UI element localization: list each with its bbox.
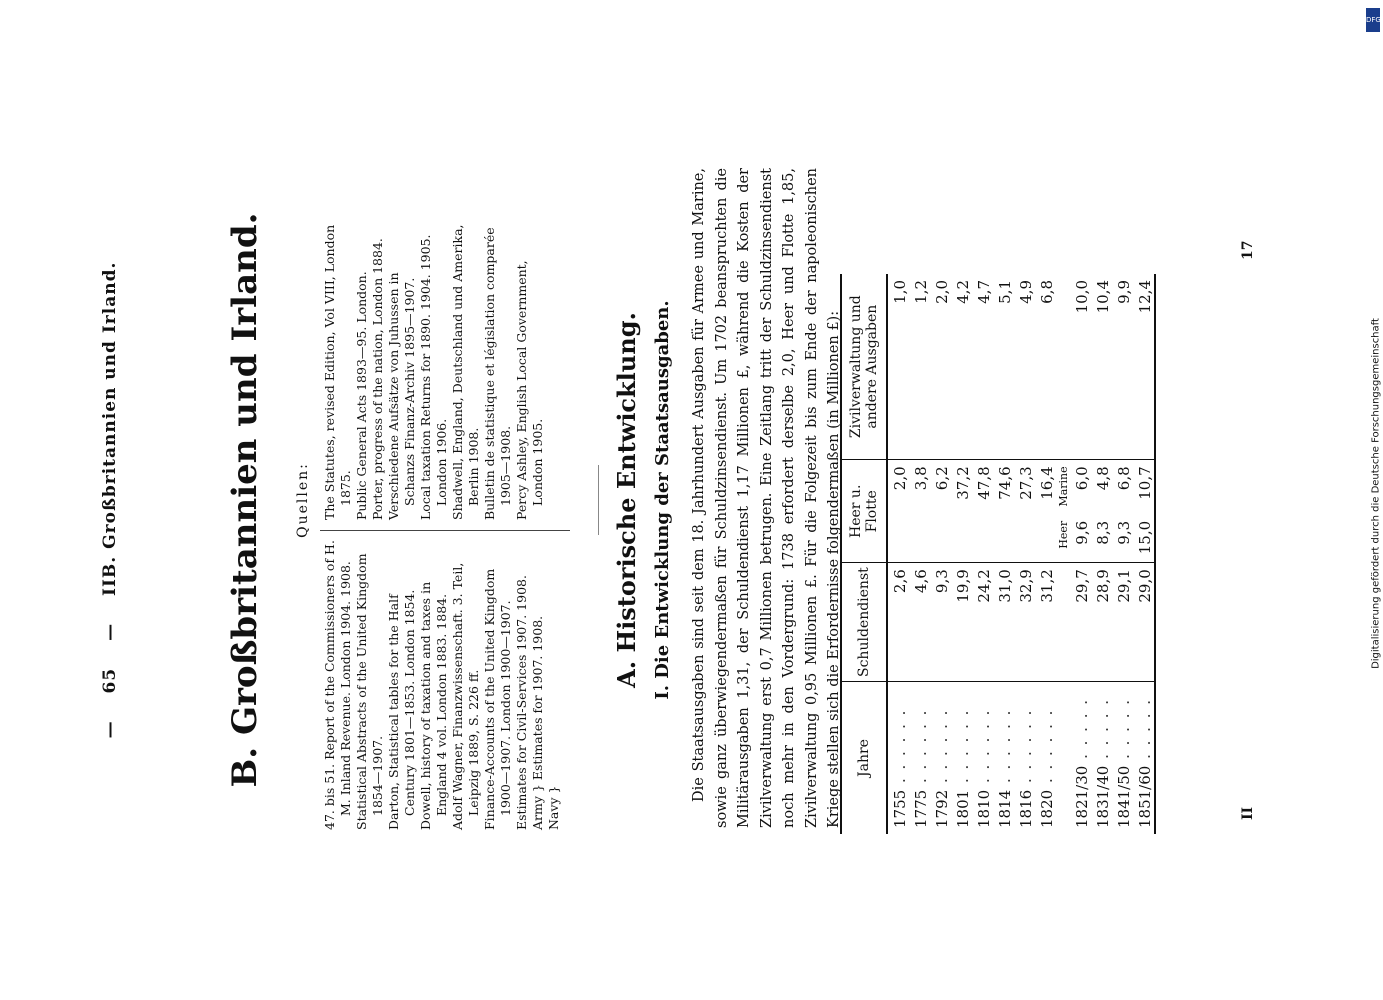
cell-year — [1133, 682, 1155, 835]
cell-year — [909, 682, 930, 835]
cell-civil: 1,2 — [909, 274, 930, 460]
year-value: 1816 — [1017, 789, 1035, 828]
table-header-row — [841, 274, 887, 834]
source-entry: Statistical Abstracts of the United Kingdom 1854—1907. — [354, 553, 385, 830]
header-dash-right: — — [100, 622, 120, 641]
cell-civil: 12,4 — [1133, 274, 1155, 460]
source-entry: Bulletin de statistique et législation comparée 1905—1908. — [482, 227, 513, 520]
table-row — [930, 274, 951, 834]
table-row — [1070, 274, 1091, 834]
sources-right-column — [322, 220, 546, 520]
table-row — [951, 274, 972, 834]
table-subheader-row — [1056, 274, 1070, 834]
cell-heer: 9,3 — [1112, 515, 1133, 563]
year-value: 1801 — [954, 789, 972, 828]
table-row — [1112, 274, 1133, 834]
cell-year — [1070, 682, 1091, 835]
footer-signature: II — [1240, 806, 1256, 820]
source-entry: The Statutes, revised Edition, Vol VIII, London 1875. — [322, 224, 353, 520]
table-row — [887, 274, 909, 834]
source-entry: Dowell, history of taxation and taxes in England 4 vol. London 1883. 1884. — [418, 581, 449, 830]
cell-civil: 5,1 — [993, 274, 1014, 460]
cell-year — [993, 682, 1014, 835]
subheader-marine: Marine — [1057, 466, 1070, 507]
table-body — [887, 274, 1155, 834]
header-army-navy: Heer u. Flotte — [841, 460, 887, 563]
source-entry: Navy } — [546, 785, 561, 830]
table-row — [993, 274, 1014, 834]
year-value: 1814 — [996, 789, 1014, 828]
table-row — [1035, 274, 1056, 834]
cell-civil: 4,9 — [1014, 274, 1035, 460]
year-value: 1831/40 — [1094, 765, 1112, 828]
leader-dots: . . . . . . — [912, 708, 930, 790]
cell-civil: 10,0 — [1070, 274, 1091, 460]
cell-debt: 2,6 — [887, 563, 909, 682]
source-entry: Adolf Wagner, Finanzwissenschaft. 3. Teil, Leipzig 1889, S. 226 ff. — [450, 562, 481, 830]
leader-dots: . . . . . — [1115, 697, 1133, 766]
year-value: 1810 — [975, 789, 993, 828]
cell-debt: 32,9 — [1014, 563, 1035, 682]
cell-debt: 29,0 — [1133, 563, 1155, 682]
cell-year — [951, 682, 972, 835]
source-entry: Porter, progress of the nation, London 1884. — [370, 238, 385, 520]
cell-debt: 31,2 — [1035, 563, 1056, 682]
digitization-credit: Digitalisierung gefördert durch die Deutsche Forschungsgemeinschaft — [1370, 318, 1382, 669]
cell-debt: 19,9 — [951, 563, 972, 682]
cell-civil: 6,8 — [1035, 274, 1056, 460]
cell-year — [887, 682, 909, 835]
source-entry: 47. bis 51. Report of the Commissioners of H. M. Inland Revenue. London 1904. 1908. — [322, 540, 353, 830]
cell-army-navy: 27,3 — [1014, 460, 1035, 563]
header-civil: Zivilverwaltung und andere Ausgaben — [841, 274, 887, 460]
cell-year — [972, 682, 993, 835]
year-value: 1792 — [933, 789, 951, 828]
leader-dots: . . . . . . — [891, 708, 909, 790]
cell-army-navy: 3,8 — [909, 460, 930, 563]
cell-civil: 1,0 — [887, 274, 909, 460]
table-row — [1133, 274, 1155, 834]
table-row — [1014, 274, 1035, 834]
table-row — [909, 274, 930, 834]
cell-civil: 2,0 — [930, 274, 951, 460]
section-heading-a: A. Historische Entwicklung. — [612, 312, 641, 688]
leader-dots: . . . . . . — [1038, 708, 1056, 790]
body-paragraph: Die Staatsausgaben sind seit dem 18. Jahrhundert Ausgaben für Armee und Marine, sowie ganz überwiegendermaßen für Schuldzinsendienst. Um 1702 beanspruchten die Militärausgaben 1,31, der Schuldendienst 1,17 Millionen £, während die Kosten der Zivilverwaltung erst 0,7 Millionen betrugen. Eine Zeitlang tritt der Schuldzinsendienst noch mehr in den Vordergrund: 1738 erfordert derselbe 2,0, Heer und Flotte 1,85, Zivilverwaltung 0,95 Millionen £. Für die Folgezeit bis zum Ende der napoleonischen Kriege stellen sich die Erfordernisse folgendermaßen (in Millionen £): — [691, 168, 842, 828]
source-entry: Percy Ashley, English Local Government, London 1905. — [514, 260, 545, 520]
cell-civil: 10,4 — [1091, 274, 1112, 460]
cell-debt: 4,6 — [909, 563, 930, 682]
leader-dots: . . . . . . — [954, 708, 972, 790]
cell-year — [1035, 682, 1056, 835]
year-value: 1821/30 — [1073, 765, 1091, 828]
year-value: 1841/50 — [1115, 765, 1133, 828]
cell-army-navy: 37,2 — [951, 460, 972, 563]
leader-dots: . . . . . — [1073, 697, 1091, 766]
cell-year — [1014, 682, 1035, 835]
cell-debt: 9,3 — [930, 563, 951, 682]
cell-army-navy: 6,2 — [930, 460, 951, 563]
leader-dots: . . . . . . — [975, 708, 993, 790]
year-value: 1755 — [891, 789, 909, 828]
cell-debt: 28,9 — [1091, 563, 1112, 682]
cell-heer: 15,0 — [1133, 515, 1155, 563]
cell-debt: 24,2 — [972, 563, 993, 682]
subsection-heading-i: I. Die Entwicklung der Staatsausgaben. — [652, 300, 673, 700]
leader-dots: . . . . . — [1094, 697, 1112, 766]
expenditure-table — [840, 274, 1156, 834]
cell-debt: 29,1 — [1112, 563, 1133, 682]
sources-heading: Quellen: — [295, 462, 311, 538]
cell-army-navy: 2,0 — [887, 460, 909, 563]
cell-year — [1112, 682, 1133, 835]
cell-debt: 29,7 — [1070, 563, 1091, 682]
leader-dots: . . . . . . — [996, 708, 1014, 790]
chapter-title: B. Großbritannien und Irland. — [225, 212, 265, 788]
cell-civil: 9,9 — [1112, 274, 1133, 460]
cell-year — [1091, 682, 1112, 835]
cell-marine: 6,8 — [1115, 466, 1133, 491]
source-entry: Finance-Accounts of the United Kingdom 1900—1907. London 1900—1907. — [482, 568, 513, 830]
source-entry: Local taxation Returns for 1890. 1904. 1905. London 1906. — [418, 234, 449, 520]
subheader-heer: Heer — [1056, 515, 1070, 563]
leader-dots: . . . . . . — [933, 708, 951, 790]
year-value: 1820 — [1038, 789, 1056, 828]
header-section: IIB. Großbritannien und Irland. — [100, 261, 120, 596]
cell-debt: 31,0 — [993, 563, 1014, 682]
dfg-logo: DFG — [1366, 8, 1380, 32]
source-entry: Army } Estimates for 1907. 1908. — [530, 615, 545, 830]
source-entry: Shadwell, England, Deutschland und Amerika, Berlin 1908. — [450, 224, 481, 520]
cell-army-navy: 47,8 — [972, 460, 993, 563]
table-row — [972, 274, 993, 834]
table-row — [1091, 274, 1112, 834]
cell-heer: 9,6 — [1070, 515, 1091, 563]
source-entry: Verschiedene Aufsätze von Juhussen in Schanzs Finanz-Archiv 1895—1907. — [386, 272, 417, 520]
header-dash-left: — — [100, 720, 120, 739]
leader-dots: . . . . . — [1136, 697, 1154, 766]
cell-army-navy: 16,4 — [1035, 460, 1056, 563]
cell-civil: 4,2 — [951, 274, 972, 460]
cell-marine: 6,0 — [1073, 466, 1091, 491]
cell-empty — [1056, 682, 1070, 835]
cell-marine: 4,8 — [1094, 466, 1112, 491]
running-header — [100, 0, 120, 1000]
leader-dots: . . . . . . — [1017, 708, 1035, 790]
year-value: 1851/60 — [1136, 765, 1154, 828]
cell-empty — [1056, 563, 1070, 682]
cell-civil: 4,7 — [972, 274, 993, 460]
source-entry: Darton, Statistical tables for the Half Century 1801—1853. London 1854. — [386, 589, 417, 830]
source-entry: Public General Acts 1893—95. London. — [354, 271, 369, 520]
header-years: Jahre — [841, 682, 887, 835]
source-entry: Estimates for Civil-Services 1907. 1908. — [514, 575, 529, 830]
sources-left-column — [322, 540, 562, 830]
footer-sheet-number: 17 — [1240, 240, 1256, 260]
year-value: 1775 — [912, 789, 930, 828]
cell-marine: 10,7 — [1133, 460, 1155, 515]
sources-divider — [320, 530, 570, 531]
header-page-number: 65 — [100, 667, 120, 694]
cell-army-navy: 74,6 — [993, 460, 1014, 563]
section-separator — [598, 465, 599, 535]
cell-year — [930, 682, 951, 835]
cell-empty — [1056, 274, 1070, 460]
cell-heer: 8,3 — [1091, 515, 1112, 563]
header-debt: Schuldendienst — [841, 563, 887, 682]
